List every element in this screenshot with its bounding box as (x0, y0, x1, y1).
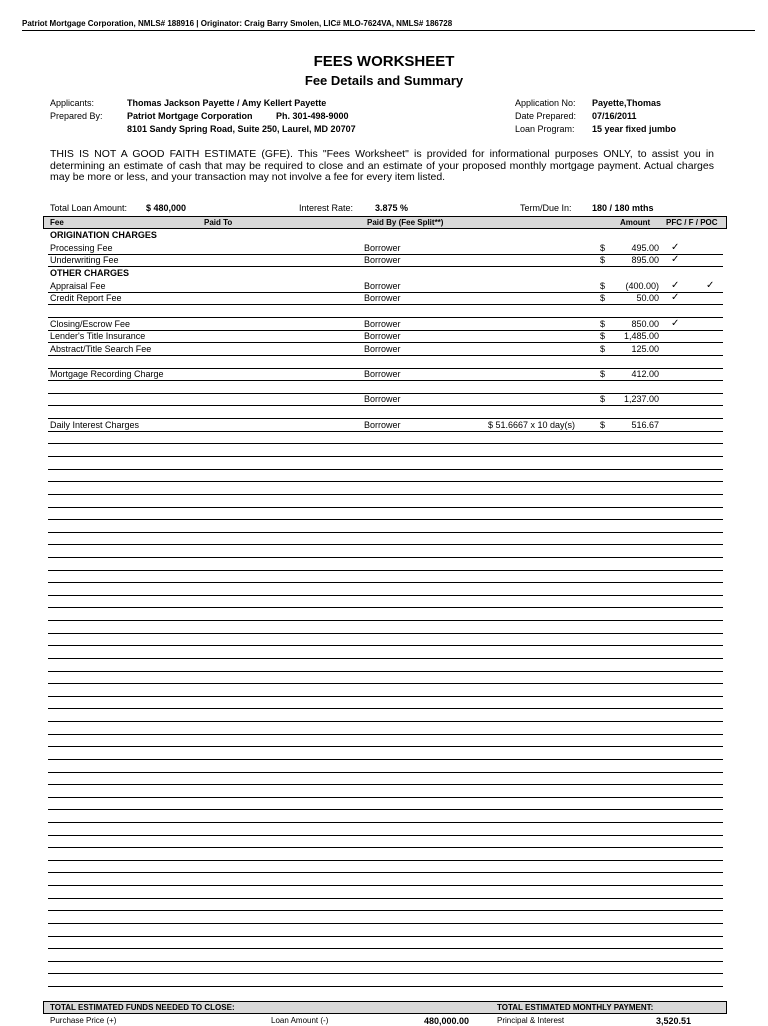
fee-row (48, 419, 723, 432)
fee-name: Processing Fee (50, 242, 113, 253)
blank-line (48, 557, 723, 558)
paid-by: Borrower (364, 394, 401, 405)
currency-symbol: $ (600, 343, 606, 354)
application-no-value: Payette,Thomas (592, 98, 662, 108)
monthly-payment-heading: TOTAL ESTIMATED MONTHLY PAYMENT: (497, 1003, 654, 1012)
paid-by: Borrower (364, 331, 401, 342)
originator-header: Patriot Mortgage Corporation, NMLS# 188916 | Originator: Craig Barry Smolen, LIC# MLO-7624VA, NMLS# 186728 (22, 19, 453, 28)
fee-name: Closing/Escrow Fee (50, 318, 131, 329)
fee-row (48, 292, 723, 305)
fee-name: Underwriting Fee (50, 255, 119, 266)
blank-line (48, 784, 723, 785)
col-amount: Amount (620, 218, 651, 227)
fee-name: Appraisal Fee (50, 280, 106, 291)
applicants-label: Applicants: (50, 98, 95, 108)
blank-line (48, 696, 723, 697)
loan-amount-value: 480,000.00 (424, 1016, 470, 1026)
funds-needed-heading: TOTAL ESTIMATED FUNDS NEEDED TO CLOSE: (50, 1003, 235, 1012)
principal-interest-label: Principal & Interest (497, 1016, 565, 1025)
col-flags: PFC / F / POC (666, 218, 718, 227)
fee-row (48, 356, 723, 369)
paid-by: Borrower (364, 242, 401, 253)
blank-line (48, 544, 723, 545)
blank-line (48, 734, 723, 735)
pfc-check-icon: ✓ (671, 292, 680, 304)
currency-symbol: $ (600, 331, 606, 342)
blank-line (48, 494, 723, 495)
term-value: 180 / 180 mths (592, 203, 654, 213)
currency-symbol: $ (600, 369, 606, 380)
total-loan-value: $ 480,000 (146, 203, 187, 213)
paid-by: Borrower (364, 255, 401, 266)
fee-amount: 895.00 (631, 255, 659, 266)
fee-amount: 1,485.00 (623, 331, 659, 342)
blank-line (48, 443, 723, 444)
fee-row (48, 280, 723, 293)
currency-symbol: $ (600, 293, 606, 304)
fee-name: Lender's Title Insurance (50, 331, 146, 342)
pfc-check-icon: ✓ (671, 317, 680, 329)
currency-symbol: $ (600, 394, 606, 405)
fee-amount: (400.00) (625, 280, 659, 291)
paid-by: Borrower (364, 293, 401, 304)
phone-value: Ph. 301-498-9000 (276, 111, 349, 121)
term-label: Term/Due In: (520, 203, 572, 213)
section-heading: ORIGINATION CHARGES (50, 230, 157, 240)
blank-line (48, 797, 723, 798)
blank-line (48, 645, 723, 646)
blank-line (48, 847, 723, 848)
page-title: FEES WORKSHEET (313, 53, 455, 70)
blank-line (48, 595, 723, 596)
loan-program-value: 15 year fixed jumbo (592, 124, 677, 134)
date-prepared-label: Date Prepared: (515, 111, 577, 121)
applicants-value: Thomas Jackson Payette / Amy Kellert Payette (127, 98, 327, 108)
fee-name: Credit Report Fee (50, 293, 122, 304)
paid-by: Borrower (364, 419, 401, 430)
blank-line (48, 633, 723, 634)
blank-line (48, 885, 723, 886)
blank-line (48, 923, 723, 924)
fee-row (48, 254, 723, 267)
fee-amount: 412.00 (631, 369, 659, 380)
paid-by: Borrower (364, 318, 401, 329)
blank-line (48, 671, 723, 672)
fee-name: Daily Interest Charges (50, 419, 140, 430)
purchase-price-label: Purchase Price (+) (50, 1016, 117, 1025)
fee-row (48, 242, 723, 255)
col-fee: Fee (50, 218, 64, 227)
blank-line (48, 910, 723, 911)
total-loan-label: Total Loan Amount: (50, 203, 128, 213)
paid-by: Borrower (364, 280, 401, 291)
interest-rate-label: Interest Rate: (299, 203, 354, 213)
prepared-by-label: Prepared By: (50, 111, 103, 121)
blank-line (48, 936, 723, 937)
section-heading-row (48, 267, 723, 280)
currency-symbol: $ (600, 242, 606, 253)
currency-symbol: $ (600, 419, 606, 430)
blank-line (48, 456, 723, 457)
application-no-label: Application No: (515, 98, 576, 108)
blank-line (48, 708, 723, 709)
address-value: 8101 Sandy Spring Road, Suite 250, Laurel, MD 20707 (127, 124, 356, 134)
page-subtitle: Fee Details and Summary (304, 73, 464, 88)
header-divider (22, 30, 755, 31)
fee-row (48, 368, 723, 381)
col-paid-by: Paid By (Fee Split**) (367, 218, 444, 227)
fee-row (48, 318, 723, 331)
blank-line (48, 948, 723, 949)
blank-line (48, 570, 723, 571)
row-rule (48, 431, 723, 432)
blank-line (48, 772, 723, 773)
disclaimer-text: THIS IS NOT A GOOD FAITH ESTIMATE (GFE). This "Fees Worksheet" is provided for informational purposes ONLY, to assist you in determining an estimate of cash that may be required to close and an estimate of your proposed monthly mortgage payment. Actual charges may be more or less, and your transaction may not involve a fee for every item listed. (50, 148, 714, 183)
blank-line (48, 620, 723, 621)
fee-amount: 50.00 (636, 293, 659, 304)
blank-line (48, 721, 723, 722)
blank-line (48, 532, 723, 533)
fee-amount: 1,237.00 (623, 394, 659, 405)
currency-symbol: $ (600, 280, 606, 291)
fee-row (48, 406, 723, 419)
fee-amount: 125.00 (631, 343, 659, 354)
date-prepared-value: 07/16/2011 (592, 111, 637, 121)
loan-amount-label: Loan Amount (-) (271, 1016, 329, 1025)
fee-row (48, 381, 723, 394)
blank-line (48, 519, 723, 520)
blank-line (48, 582, 723, 583)
currency-symbol: $ (600, 255, 606, 266)
interest-rate-value: 3.875 % (375, 203, 409, 213)
paid-by: Borrower (364, 369, 401, 380)
fee-name: Mortgage Recording Charge (50, 369, 164, 380)
fee-row (48, 305, 723, 318)
fee-row (48, 393, 723, 406)
blank-line (48, 860, 723, 861)
blank-line (48, 683, 723, 684)
fees-table-header (43, 216, 727, 229)
poc-check-icon: ✓ (706, 279, 715, 291)
blank-line (48, 835, 723, 836)
fee-amount: 495.00 (631, 242, 659, 253)
principal-interest-value: 3,520.51 (656, 1016, 692, 1026)
blank-line (48, 481, 723, 482)
pfc-check-icon: ✓ (671, 241, 680, 253)
section-heading-row (48, 229, 723, 242)
section-heading: OTHER CHARGES (50, 267, 130, 278)
fee-row (48, 343, 723, 356)
prepared-by-value: Patriot Mortgage Corporation (127, 111, 253, 121)
blank-line (48, 658, 723, 659)
pfc-check-icon: ✓ (671, 279, 680, 291)
blank-line (48, 607, 723, 608)
fee-name: Abstract/Title Search Fee (50, 343, 152, 354)
blank-line (48, 872, 723, 873)
blank-line (48, 898, 723, 899)
fee-amount: 516.67 (631, 419, 659, 430)
totals-header (43, 1001, 727, 1014)
paid-by: Borrower (364, 343, 401, 354)
loan-program-label: Loan Program: (515, 124, 575, 134)
col-paid-to: Paid To (204, 218, 233, 227)
blank-line (48, 822, 723, 823)
blank-line (48, 961, 723, 962)
fee-split: $ 51.6667 x 10 day(s) (488, 419, 576, 430)
currency-symbol: $ (600, 318, 606, 329)
blank-line (48, 809, 723, 810)
blank-line (48, 507, 723, 508)
blank-line (48, 973, 723, 974)
fee-row (48, 330, 723, 343)
fee-amount: 850.00 (631, 318, 659, 329)
blank-line (48, 986, 723, 987)
blank-line (48, 469, 723, 470)
blank-line (48, 759, 723, 760)
pfc-check-icon: ✓ (671, 254, 680, 266)
blank-line (48, 746, 723, 747)
